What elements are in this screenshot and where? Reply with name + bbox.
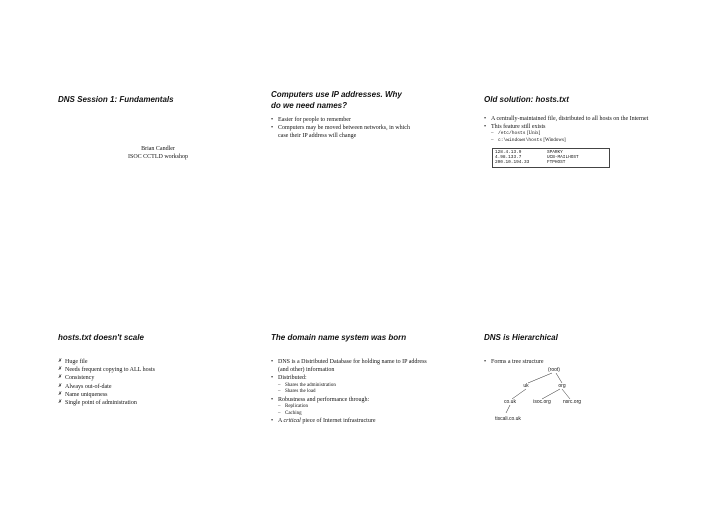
author-affiliation: ISOC CCTLD workshop (127, 153, 188, 160)
host-name: UCB-MAILHOST (547, 155, 579, 160)
host-ip: 4.98.133.7 (495, 155, 522, 160)
tree-node-org: org (558, 383, 566, 389)
host-ip: 128.4.13.9 (495, 149, 522, 155)
bullet-item: ✗ Huge file (58, 358, 258, 366)
tree-node-isoc-org: isoc.org (533, 399, 551, 405)
slide-title (271, 89, 471, 111)
sub-item: – Caching (278, 411, 471, 418)
slide-2 (271, 82, 471, 232)
bullet-item: • Easier for people to remember (271, 116, 471, 124)
bullet-item: • Forms a tree structure (484, 358, 684, 366)
emphasis-text: critical (283, 418, 301, 425)
sub-item: – Shares the administration (278, 383, 471, 390)
slide-1 (58, 82, 258, 232)
bullet-list (484, 115, 684, 145)
sub-item: – Shares the load (278, 389, 471, 396)
tree-edge (528, 373, 552, 383)
dns-tree-diagram (484, 325, 684, 475)
sub-item (491, 131, 684, 138)
bullet-list (58, 358, 258, 407)
tree-node-co-uk: co.uk (504, 399, 516, 405)
slide-title: Old solution: hosts.txt (484, 95, 569, 104)
author-name: Brian Candler (141, 146, 175, 152)
slide-6 (484, 325, 684, 475)
bullet-item: ✗ Single point of administration (58, 399, 258, 407)
os-label: [Unix] (525, 131, 541, 137)
hosts-file-box (492, 148, 610, 168)
file-path: c:\windows\hosts (498, 138, 543, 143)
host-name: FTPHOST (547, 160, 566, 166)
sub-list (278, 383, 471, 396)
slide-title-line-1: Computers use IP addresses. Why (271, 90, 402, 99)
bullet-list (271, 358, 471, 425)
os-label: [Windows] (542, 138, 566, 143)
slide-3 (484, 82, 684, 232)
tree-edge (562, 389, 570, 399)
sub-item: – Replication (278, 404, 471, 411)
bullet-text: Robustness and performance through: (278, 396, 370, 403)
hosts-row (495, 160, 607, 165)
bullet-item (484, 123, 684, 144)
tree-node-uk: uk (523, 383, 529, 389)
bullet-item: • A centrally-maintained file, distributed to all hosts on the Internet (484, 115, 651, 123)
bullet-item (271, 417, 471, 425)
slide-title: DNS is Hierarchical (484, 333, 558, 342)
bullet-item (271, 396, 471, 417)
bullet-text: piece of Internet infrastructure (300, 418, 376, 425)
bullet-list (271, 116, 471, 141)
host-name: SPARKY (547, 149, 563, 155)
host-ip: 200.10.194.33 (495, 160, 530, 166)
bullet-text: This feature still exists (491, 124, 546, 131)
bullet-item: ✗ Always out-of-date (58, 383, 258, 391)
file-path: /etc/hosts (498, 131, 526, 137)
slide-title-line-2: do we need names? (271, 101, 348, 110)
sub-item (491, 138, 684, 145)
slide-4 (58, 325, 258, 475)
slide-title: hosts.txt doesn't scale (58, 333, 144, 342)
bullet-item (271, 374, 471, 395)
bullet-item: ✗ Needs frequent copying to ALL hosts (58, 366, 258, 374)
bullet-text: Distributed: (278, 375, 307, 382)
tree-edge (556, 373, 562, 383)
tree-node-root: (root) (548, 367, 560, 373)
bullet-item: ✗ Consistency (58, 374, 258, 382)
bullet-item: ✗ Name uniqueness (58, 391, 258, 399)
slide-title: The domain name system was born (271, 333, 407, 342)
tree-node-tiscali-co-uk: tiscali.co.uk (495, 416, 521, 422)
sub-list (491, 131, 684, 144)
slide-5 (271, 325, 471, 475)
slide-title: DNS Session 1: Fundamentals (58, 95, 174, 104)
tree-edge (542, 389, 560, 399)
tree-node-nsrc-org: nsrc.org (562, 399, 582, 405)
sub-list (278, 404, 471, 417)
tree-edge (506, 405, 510, 413)
bullet-item: • Computers may be moved between networks, in which case their IP address will change (271, 124, 416, 140)
bullet-text: A (278, 418, 284, 425)
author-block (58, 146, 258, 161)
bullet-list (484, 358, 684, 366)
tree-edge (512, 389, 526, 399)
bullet-item: • DNS is a Distributed Database for holding name to IP address (and other) information (271, 358, 428, 374)
